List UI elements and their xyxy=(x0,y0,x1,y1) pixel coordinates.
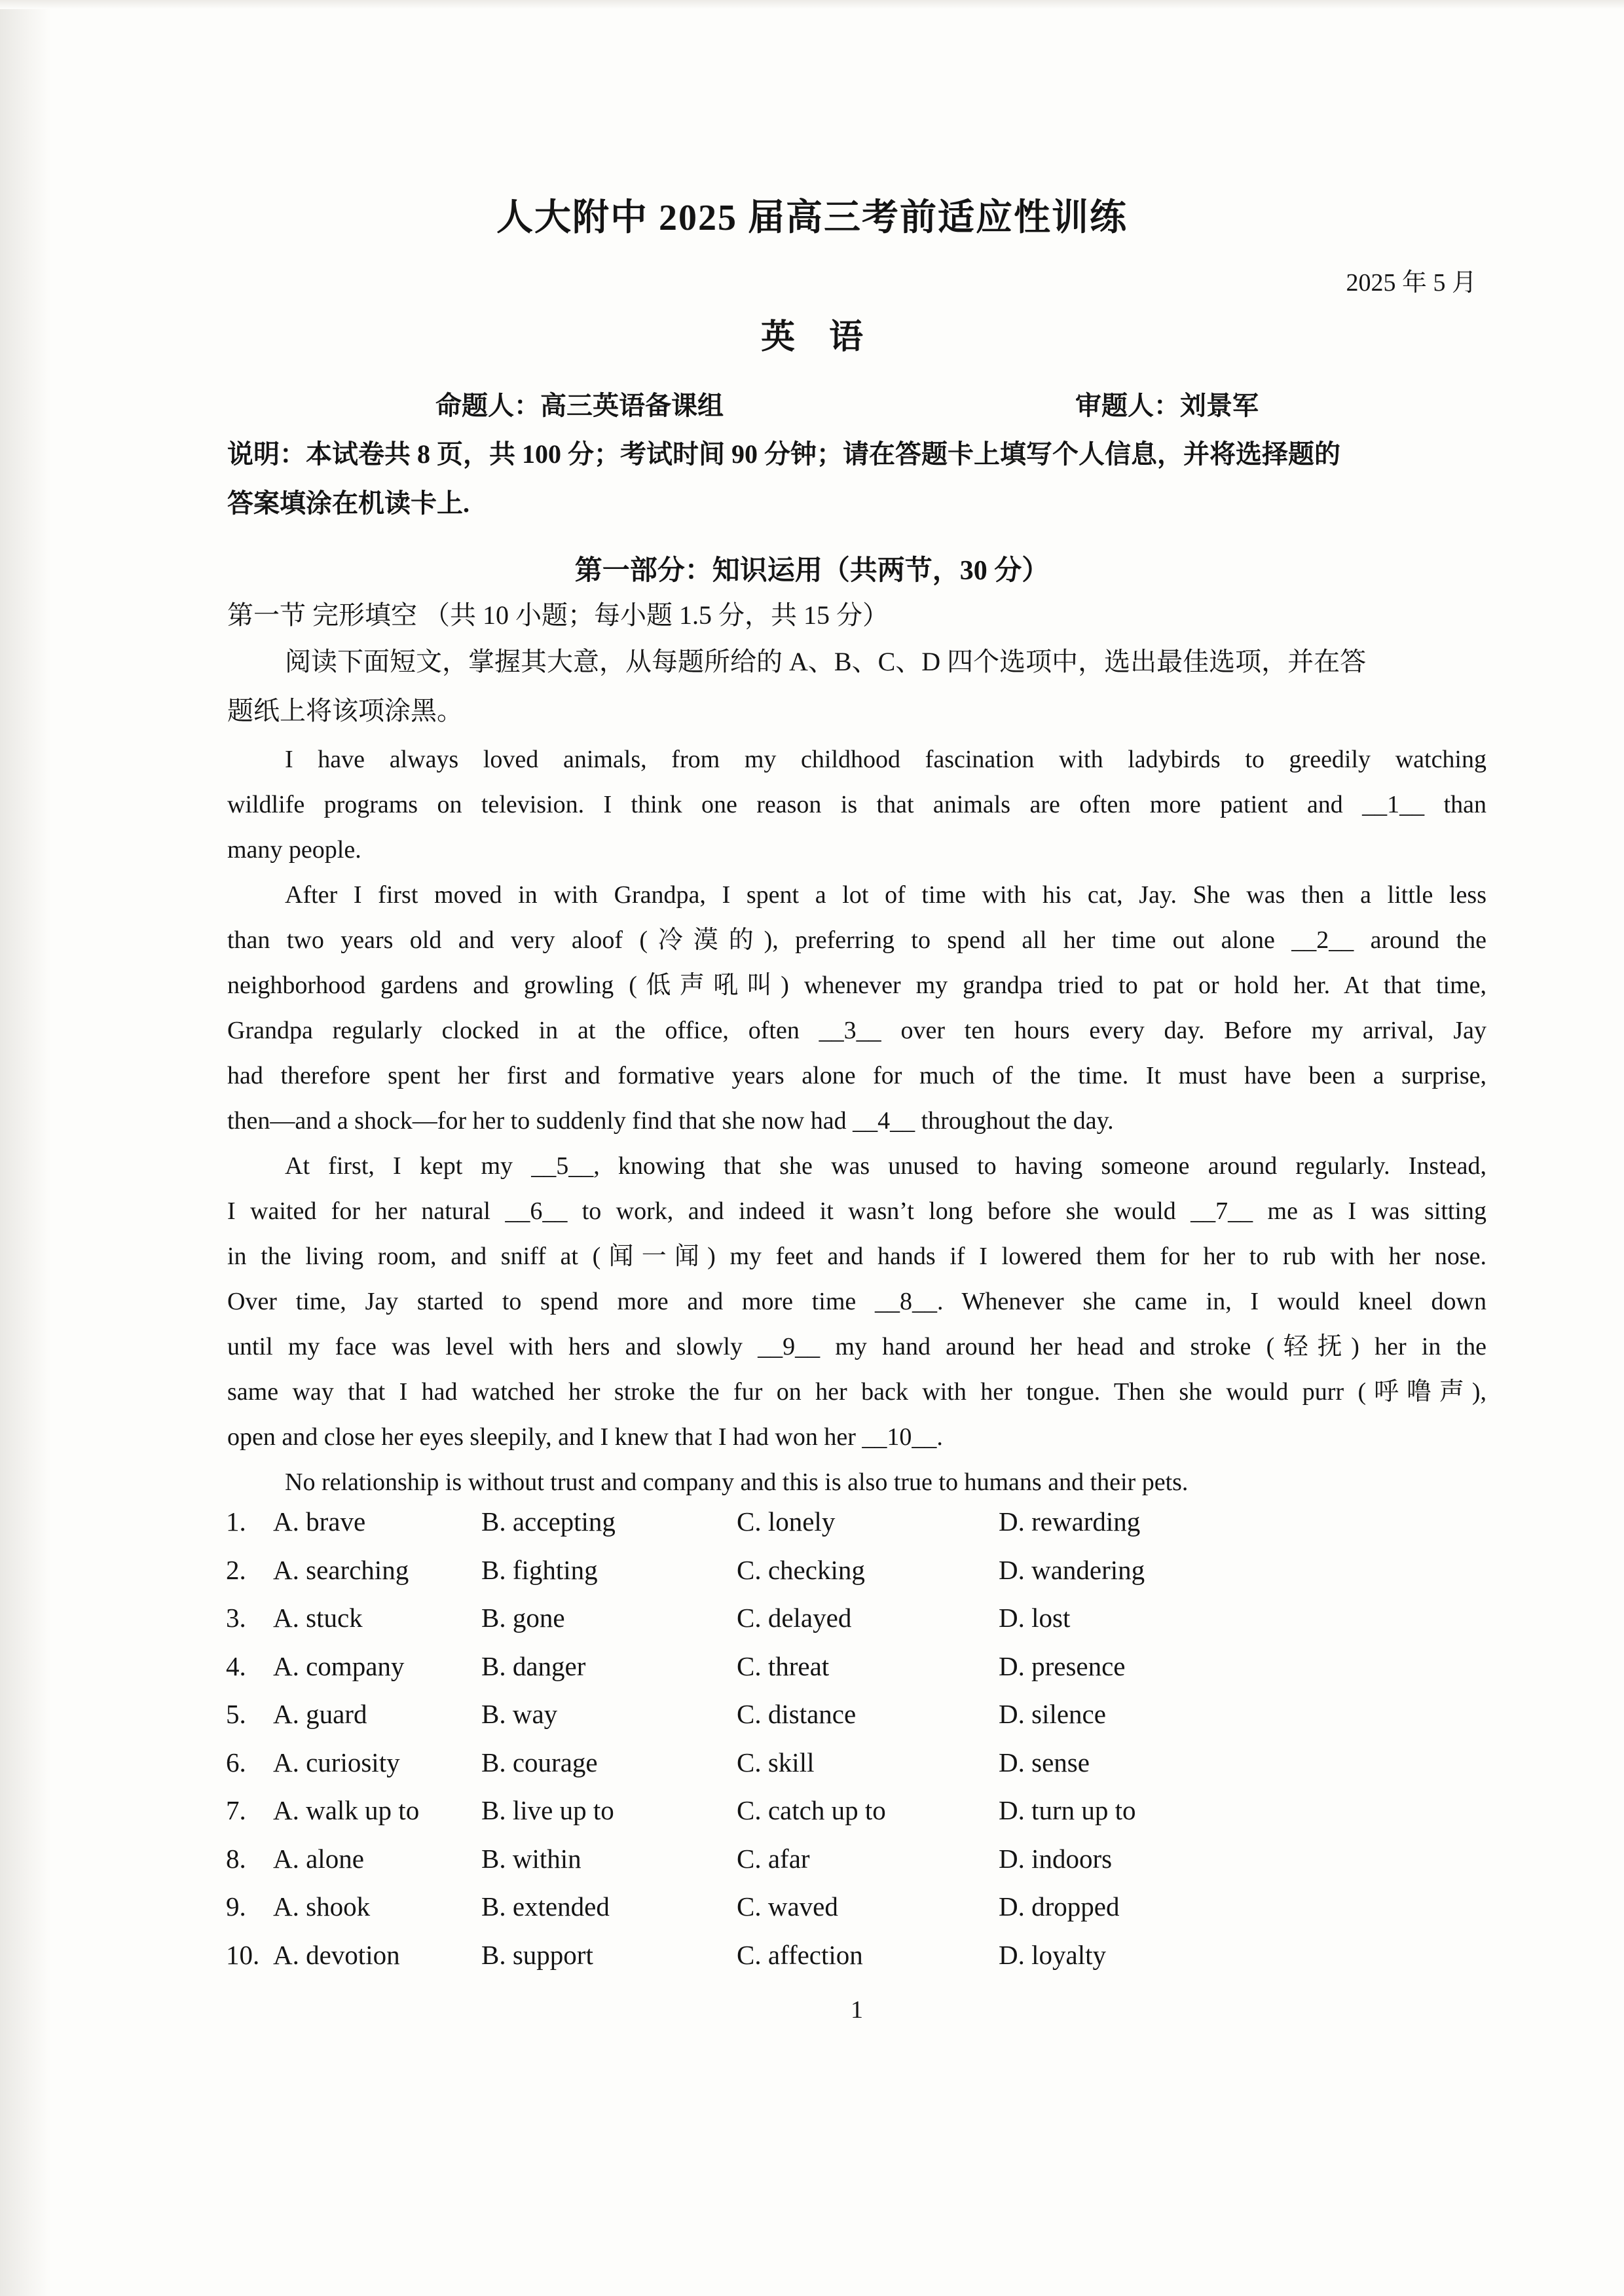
option-number: 4. xyxy=(226,1650,246,1681)
cloze-instruction xyxy=(227,637,1486,735)
option-cell-d: D. turn up to xyxy=(999,1795,1136,1825)
passage-line: wildlife programs on television. I think one reason is that animals are often more patient and __1__ than xyxy=(227,791,1486,818)
option-row xyxy=(226,1554,1486,1603)
part1-heading: 第一部分：知识运用（共两节，30 分） xyxy=(574,556,1050,586)
instruction-line: 题纸上将该项涂黑。 xyxy=(227,696,463,725)
option-cell-c: C. catch up to xyxy=(737,1795,886,1825)
passage-line: than two years old and very aloof (冷漠的), preferring to spend all her time out alone __2__ around the xyxy=(227,926,1486,954)
option-cell-b: B. accepting xyxy=(481,1506,616,1537)
option-cell-d: D. indoors xyxy=(999,1843,1113,1874)
subject-title: 英 语 xyxy=(760,319,863,356)
option-row xyxy=(226,1650,1486,1699)
passage-line: then—and a shock—for her to suddenly find that she now had __4__ throughout the day. xyxy=(227,1107,1114,1135)
passage-line: in the living room, and sniff at (闻一闻) my feet and hands if I lowered them for her to rub with her nose. xyxy=(227,1243,1486,1270)
instruction-line: 阅读下面短文，掌握其大意，从每题所给的 A、B、C、D 四个选项中，选出最佳选项，并在答 xyxy=(285,647,1367,676)
option-cell-c: C. distance xyxy=(737,1699,857,1729)
scan-edge-top xyxy=(0,0,1624,9)
exam-date: 2025 年 5 月 xyxy=(1346,269,1477,297)
option-number: 7. xyxy=(226,1795,246,1825)
option-row xyxy=(226,1939,1486,1988)
passage-line: open and close her eyes sleepily, and I knew that I had won her __10__. xyxy=(227,1423,943,1451)
passage xyxy=(227,737,1486,1505)
option-cell-a: A. searching xyxy=(273,1554,409,1585)
option-cell-b: B. live up to xyxy=(481,1795,614,1825)
option-cell-d: D. sense xyxy=(999,1747,1090,1777)
option-cell-b: B. danger xyxy=(481,1650,586,1681)
option-row xyxy=(226,1843,1486,1891)
option-number: 1. xyxy=(226,1506,246,1537)
options-table xyxy=(226,1506,1486,1987)
option-cell-d: D. loyalty xyxy=(999,1939,1106,1970)
option-number: 3. xyxy=(226,1603,246,1633)
setter-info: 命题人：高三英语备课组 xyxy=(435,391,724,420)
passage-line: same way that I had watched her stroke the fur on her back with her tongue. Then she would purr (呼噜声), xyxy=(227,1378,1486,1406)
option-cell-d: D. dropped xyxy=(999,1891,1120,1922)
option-row xyxy=(226,1506,1486,1554)
option-cell-a: A. alone xyxy=(273,1843,364,1874)
option-cell-a: A. stuck xyxy=(273,1603,363,1633)
option-row xyxy=(226,1795,1486,1843)
option-cell-c: C. affection xyxy=(737,1939,863,1970)
option-cell-d: D. lost xyxy=(999,1603,1071,1633)
page-number: 1 xyxy=(851,1996,863,2024)
option-cell-a: A. curiosity xyxy=(273,1747,400,1777)
notice-line: 答案填涂在机读卡上. xyxy=(227,488,470,518)
page-title: 人大附中 2025 届高三考前适应性训练 xyxy=(496,198,1128,238)
option-cell-a: A. guard xyxy=(273,1699,367,1729)
passage-line: I waited for her natural __6__ to work, and indeed it wasn’t long before she would __7__ me as I was sitting xyxy=(227,1197,1486,1225)
passage-line: neighborhood gardens and growling (低声吼叫) whenever my grandpa tried to pat or hold her. At that time, xyxy=(227,972,1486,999)
passage-line: many people. xyxy=(227,836,361,864)
option-cell-c: C. threat xyxy=(737,1650,830,1681)
option-cell-c: C. skill xyxy=(737,1747,815,1777)
option-cell-b: B. gone xyxy=(481,1603,565,1633)
passage-line: Grandpa regularly clocked in at the office, often __3__ over ten hours every day. Before my arrival, Jay xyxy=(227,1017,1486,1044)
option-cell-b: B. within xyxy=(481,1843,581,1874)
option-row xyxy=(226,1891,1486,1939)
option-cell-a: A. devotion xyxy=(273,1939,400,1970)
option-cell-c: C. checking xyxy=(737,1554,865,1585)
option-cell-b: B. courage xyxy=(481,1747,598,1777)
option-number: 2. xyxy=(226,1554,246,1585)
option-cell-d: D. wandering xyxy=(999,1554,1145,1585)
option-cell-c: C. afar xyxy=(737,1843,810,1874)
passage-line: Over time, Jay started to spend more and more time __8__. Whenever she came in, I would kneel down xyxy=(227,1288,1486,1315)
option-cell-d: D. rewarding xyxy=(999,1506,1141,1537)
option-row xyxy=(226,1698,1486,1747)
passage-line: I have always loved animals, from my childhood fascination with ladybirds to greedily watching xyxy=(285,746,1486,773)
option-cell-a: A. company xyxy=(273,1650,405,1681)
option-cell-c: C. lonely xyxy=(737,1506,836,1537)
option-number: 5. xyxy=(226,1699,246,1729)
option-number: 6. xyxy=(226,1747,246,1777)
option-number: 8. xyxy=(226,1843,246,1874)
option-cell-a: A. walk up to xyxy=(273,1795,420,1825)
option-cell-b: B. fighting xyxy=(481,1554,598,1585)
option-cell-a: A. brave xyxy=(273,1506,366,1537)
option-cell-c: C. delayed xyxy=(737,1603,852,1633)
option-cell-d: D. presence xyxy=(999,1650,1126,1681)
passage-line: had therefore spent her first and formative years alone for much of the time. It must have been a surprise, xyxy=(227,1062,1486,1089)
option-number: 9. xyxy=(226,1891,246,1922)
passage-line: After I first moved in with Grandpa, I spent a lot of time with his cat, Jay. She was then a little less xyxy=(285,881,1486,909)
passage-line: until my face was level with hers and slowly __9__ my hand around her head and stroke (轻抚) her in the xyxy=(227,1333,1486,1360)
option-cell-a: A. shook xyxy=(273,1891,371,1922)
option-number: 10. xyxy=(226,1939,260,1970)
option-cell-c: C. waved xyxy=(737,1891,838,1922)
option-row xyxy=(226,1602,1486,1650)
reviewer-info: 审题人：刘景军 xyxy=(1075,391,1259,420)
exam-notice xyxy=(227,429,1486,528)
option-cell-b: B. way xyxy=(481,1699,558,1729)
notice-line: 说明：本试卷共 8 页，共 100 分；考试时间 90 分钟；请在答题卡上填写个人信息，并将选择题的 xyxy=(227,439,1340,469)
passage-line: No relationship is without trust and company and this is also true to humans and their pets. xyxy=(285,1468,1189,1496)
option-cell-b: B. extended xyxy=(481,1891,610,1922)
section1-heading: 第一节 完形填空 （共 10 小题；每小题 1.5 分，共 15 分） xyxy=(227,600,889,630)
passage-line: At first, I kept my __5__, knowing that she was unused to having someone around regularly. Instead, xyxy=(285,1152,1486,1180)
option-row xyxy=(226,1747,1486,1795)
option-cell-d: D. silence xyxy=(999,1699,1106,1729)
option-cell-b: B. support xyxy=(481,1939,593,1970)
